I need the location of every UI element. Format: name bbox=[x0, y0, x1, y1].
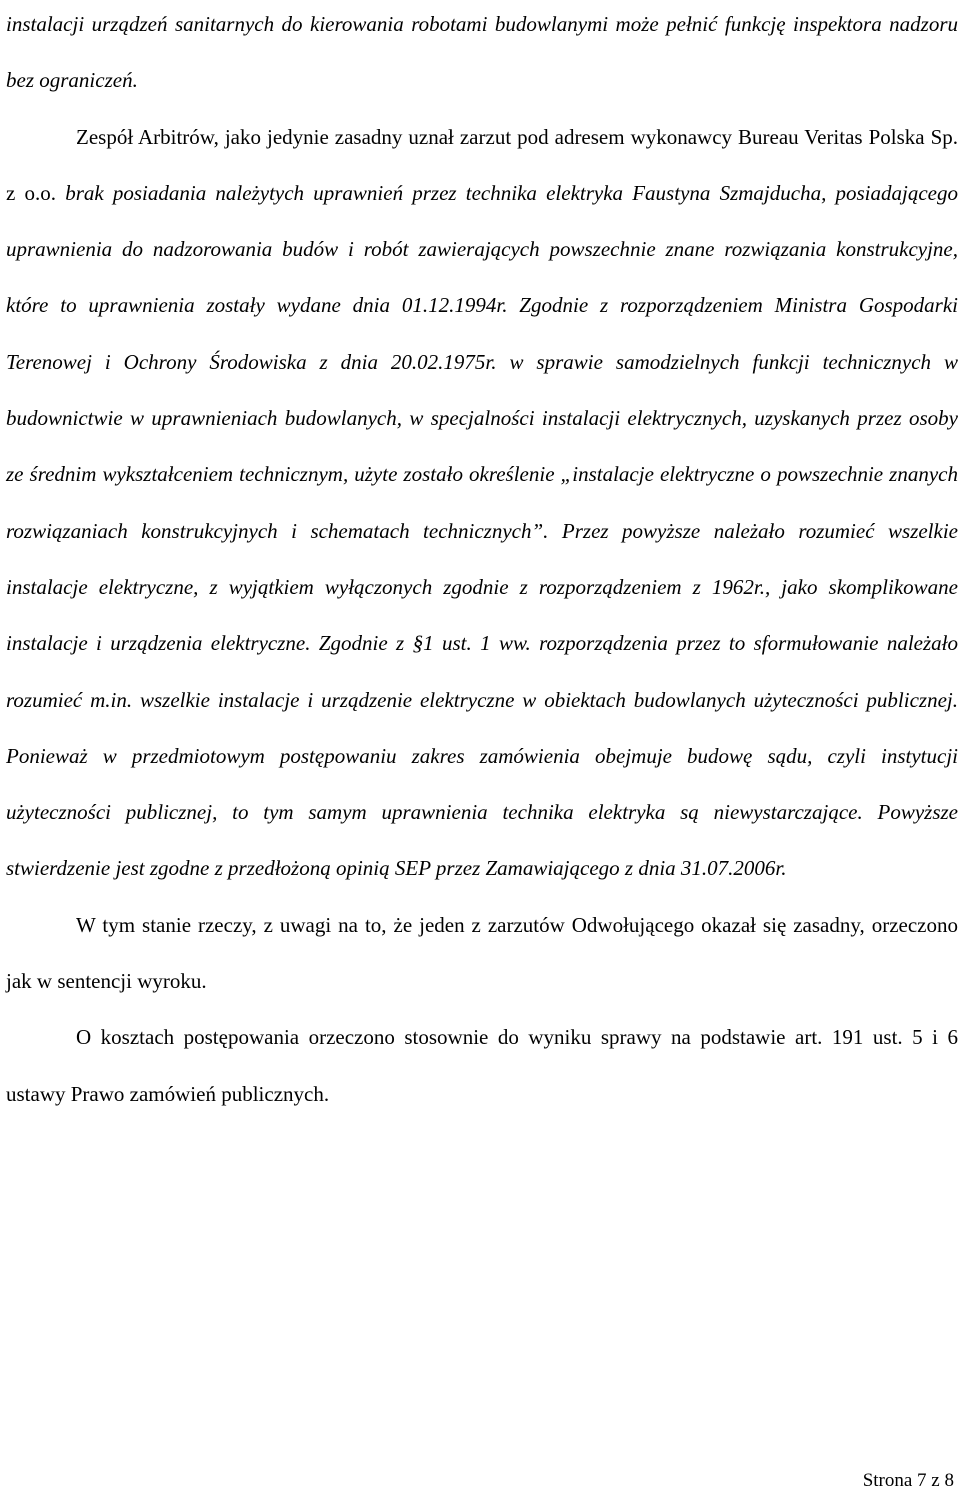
paragraph-2 bbox=[6, 109, 958, 897]
page-number-footer: Strona 7 z 8 bbox=[862, 1470, 954, 1491]
paragraph-3 bbox=[6, 897, 958, 1010]
paragraph-1-text: instalacji urządzeń sanitarnych do kierowania robotami budowlanymi może pełnić funkcję inspektora nadzoru bez ograniczeń. bbox=[6, 12, 958, 93]
paragraph-4 bbox=[6, 1009, 958, 1122]
paragraph-2-intro: Zespół Arbitrów, jako jedynie zasadny uznał zarzut pod adresem wykonawcy Bureau Veritas Polska Sp. z o.o. bbox=[6, 124, 958, 205]
paragraph-3-text: W tym stanie rzeczy, z uwagi na to, że jeden z zarzutów Odwołującego okazał się zasadny, orzeczono jak w sentencji wyroku. bbox=[6, 912, 958, 994]
paragraph-4-text: O kosztach postępowania orzeczono stosownie do wyniku sprawy na podstawie art. 191 ust. 5 i 6 ustawy Prawo zamówień publicznych. bbox=[6, 1025, 958, 1106]
paragraph-2-quoted-reasoning: brak posiadania należytych uprawnień przez technika elektryka Faustyna Szmajducha, posiadającego uprawnienia do nadzorowania budów i robót zawierających powszechnie znane rozwiązania konstrukcyjne, które to uprawnienia zostały wydane dnia 01.12.1994r. Zgodnie z rozporządzeniem Ministra Gospodarki Terenowej i Ochrony Środowiska z dnia 20.02.1975r. w sprawie samodzielnych funkcji technicznych w budownictwie w uprawnieniach budowlanych, w specjalności instalacji elektrycznych, uzyskanych przez osoby ze średnim wykształceniem technicznym, użyte zostało określenie „instalacje elektryczne o powszechnie znanych rozwiązaniach konstrukcyjnych i schematach technicznych”. Przez powyższe należało rozumieć wszelkie instalacje elektryczne, z wyjątkiem wyłączonych zgodnie z rozporządzeniem z 1962r., jako skomplikowane instalacje i urządzenia elektryczne. Zgodnie z §1 ust. 1 ww. rozporządzenia przez to sformułowanie należało rozumieć m.in. wszelkie instalacje i urządzenie elektryczne w obiektach budowlanych użyteczności publicznej. Ponieważ w przedmiotowym postępowaniu zakres zamówienia obejmuje budowę sądu, czyli instytucji użyteczności publicznej, to tym samym uprawnienia technika elektryka są niewystarczające. Powyższe stwierdzenie jest zgodne z przedłożoną opinią SEP przez Zamawiającego z dnia 31.07.2006r. bbox=[6, 180, 958, 881]
paragraph-1 bbox=[6, 0, 958, 109]
document-body bbox=[6, 0, 958, 1122]
